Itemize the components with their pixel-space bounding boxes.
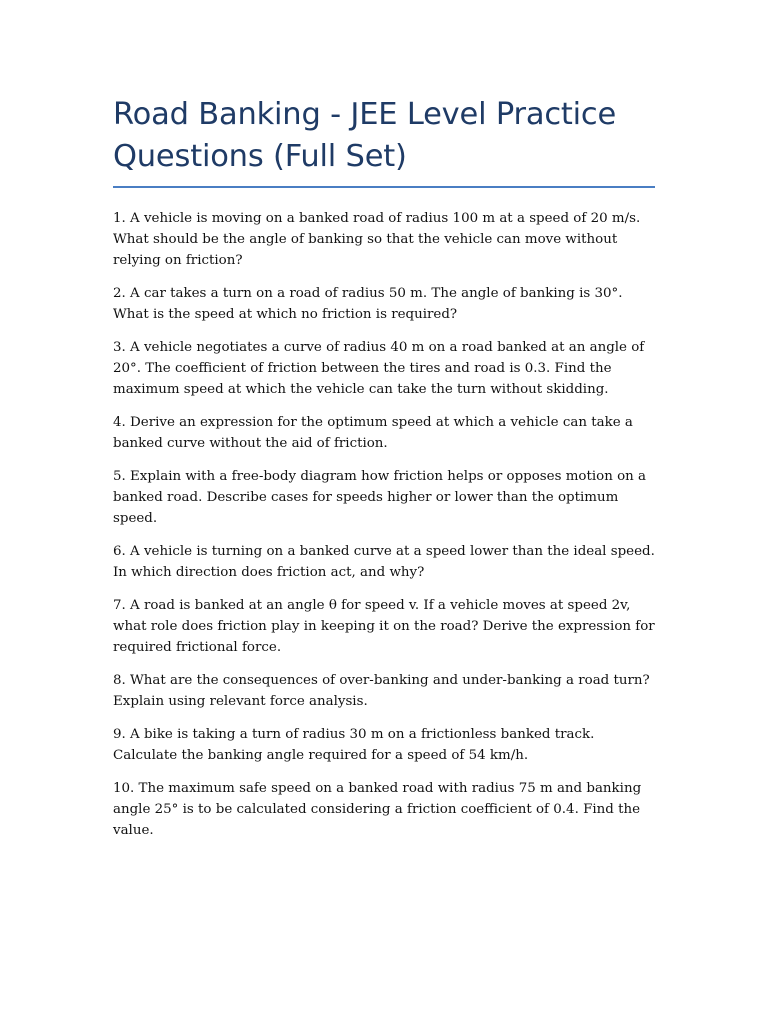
question-9: 9. A bike is taking a turn of radius 30 m on a frictionless banked track. Calculate the banking angle required for a speed of 54 km/h. — [113, 727, 595, 763]
question-3: 3. A vehicle negotiates a curve of radius 40 m on a road banked at an angle of 20°. The coefficient of friction between the tires and road is 0.3. Find the maximum speed at which the vehicle can take the turn without skidding. — [113, 340, 645, 397]
title-underline — [113, 186, 655, 188]
document-title: Road Banking - JEE Level Practice Questions (Full Set) — [113, 97, 617, 174]
question-list — [113, 208, 655, 841]
question-7: 7. A road is banked at an angle θ for speed v. If a vehicle moves at speed 2v, what role does friction play in keeping it on the road? Derive the expression for required frictional force. — [113, 598, 655, 655]
question-8: 8. What are the consequences of over-banking and under-banking a road turn? Explain using relevant force analysis. — [113, 673, 650, 709]
question-6: 6. A vehicle is turning on a banked curve at a speed lower than the ideal speed. In which direction does friction act, and why? — [113, 544, 655, 580]
question-5: 5. Explain with a free-body diagram how friction helps or opposes motion on a banked road. Describe cases for speeds higher or lower than the optimum speed. — [113, 469, 646, 526]
question-4: 4. Derive an expression for the optimum speed at which a vehicle can take a banked curve without the aid of friction. — [113, 415, 633, 451]
question-10: 10. The maximum safe speed on a banked road with radius 75 m and banking angle 25° is to be calculated considering a friction coefficient of 0.4. Find the value. — [113, 781, 642, 838]
question-1: 1. A vehicle is moving on a banked road of radius 100 m at a speed of 20 m/s. What should be the angle of banking so that the vehicle can move without relying on friction? — [113, 211, 641, 268]
question-2: 2. A car takes a turn on a road of radius 50 m. The angle of banking is 30°. What is the speed at which no friction is required? — [113, 286, 623, 322]
document-page — [113, 94, 655, 853]
